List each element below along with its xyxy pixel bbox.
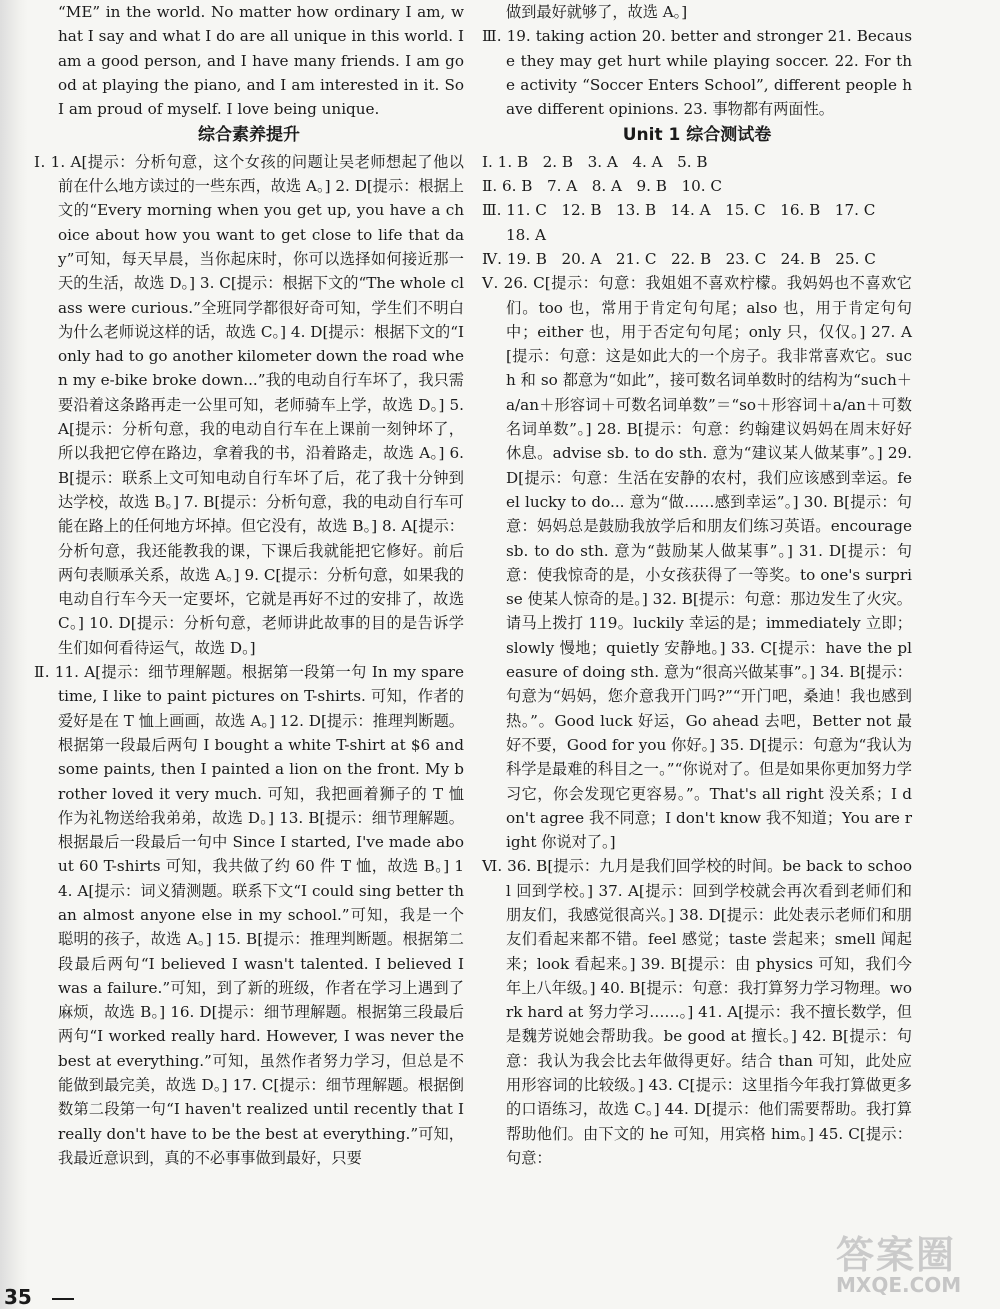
- watermark-logo: [836, 1224, 986, 1300]
- part-5-answers: Ⅴ. 26. C[提示：句意：我姐姐不喜欢柠檬。我妈妈也不喜欢它们。too 也，常用于肯定句句尾；also 也，用于肯定句句中；either 也，用于否定句句尾；only 只，仅仅。] 27. A[提示：句意：这是如此大的一个房子。我非常喜欢它。such 和 so 都意为“如此”，接可数名词单数时的结构为“such＋a/an＋形容词＋可数名词单数”＝“so＋形容词＋a/an＋可数名词单数”。] 28. B[提示：句意：约翰建议妈妈在周末好好休息。advise sb. to do sth. 意为“建议某人做某事”。] 29. D[提示：句意：生活在安静的农村，我们应该感到幸运。feel lucky to do... 意为“做……感到幸运”。] 30. B[提示：句意：妈妈总是鼓励我放学后和朋友们练习英语。encourage sb. to do sth. 意为“鼓励某人做某事”。] 31. D[提示：句意：使我惊奇的是，小女孩获得了一等奖。to one's surprise 使某人惊奇的是。] 32. B[提示：句意：那边发生了火灾。请马上拨打 119。luckily 幸运的是；immediately 立即；slowly 慢地；quietly 安静地。] 33. C[提示：have the pleasure of doing sth. 意为“很高兴做某事”。] 34. B[提示：句意为“妈妈，您介意我开门吗?”“开门吧，桑迪！我也感到热。”。Good luck 好运，Go ahead 去吧，Better not 最好不要，Good for you 你好。] 35. D[提示：句意为“我认为科学是最难的科目之一。”“你说对了。但是如果你更加努力学习它，你会发现它更容易。”。That's all right 没关系；I don't agree 我不同意；I don't know 我不知道；You are right 你说对了。]: [482, 274, 912, 852]
- unit-title: Unit 1 综合测试卷: [622, 125, 772, 146]
- intro-paragraph: “ME” in the world. No matter how ordinary I am, what I say and what I do are all unique in this world. I am a good person, and I have many friends. I am good at playing the piano, and I am interested in it. So I am proud of myself. I love being unique.: [58, 3, 464, 119]
- answer-row-1: Ⅰ. 1. B 2. B 3. A 4. A 5. B: [482, 152, 708, 171]
- part-3-answers: Ⅲ. 19. taking action 20. better and stronger 21. Because they may get hurt while playing soccer. 22. For the activity “Soccer Enters School”, different people have different opinions. 23. 事物都有两面性。: [482, 27, 912, 119]
- answer-row-4: Ⅳ. 19. B 20. A 21. C 22. B 23. C 24. B 25. C: [482, 249, 876, 268]
- part-2-answers: Ⅱ. 11. A[提示：细节理解题。根据第一段第一句 In my spare time, I like to paint pictures on T-shirts. 可知，作者的爱好是在 T 恤上画画，故选 A。] 12. D[提示：推理判断题。根据第一段最后两句 I bought a white T-shirt at $6 and some paints, then I painted a lion on the front. My brother loved it very much. 可知，我把画着狮子的 T 恤作为礼物送给我弟弟，故选 D。] 13. B[提示：细节理解题。根据最后一段最后一句中 Since I started, I've made about 60 T-shirts 可知，我共做了约 60 件 T 恤，故选 B。] 14. A[提示：词义猜测题。联系下文“I could sing better than almost anyone else in my school.”可知，我是一个聪明的孩子，故选 A。] 15. B[提示：推理判断题。根据第二段最后两句“I believed I wasn't talented. I believed I was a failure.”可知，到了新的班级，作者在学习上遇到了麻烦，故选 B。] 16. D[提示：细节理解题。根据第三段最后两句“I worked really hard. However, I was never the best at everything.”可知，虽然作者努力学习，但总是不能做到最完美，故选 D。] 17. C[提示：细节理解题。根据倒数第二段第一句“I haven't realized until recently that I really don't have to be the best at everything.”可知，我最近意识到，真的不必事事做到最好，只要: [34, 663, 464, 1167]
- page-binding-edge: [0, 0, 28, 1309]
- part-1-answers: Ⅰ. 1. A[提示：分析句意，这个女孩的问题让吴老师想起了他以前在什么地方读过的一些东西，故选 A。] 2. D[提示：根据上文的“Every morning when you get up, you have a choice about how you want to get close to life that day”可知，每天早晨，当你起床时，你可以选择如何接近那一天的生活，故选 D。] 3. C[提示：根据下文的“The whole class were curious.”全班同学都很好奇可知，学生们不明白为什么老师说这样的话，故选 C。] 4. D[提示：根据下文的“I only had to go another kilometer down the road when my e-bike broke down...”我的电动自行车坏了，我只需要沿着这条路再走一公里可知，老师骑车上学，故选 D。] 5. A[提示：分析句意，我的电动自行车在上课前一刻钟坏了，所以我把它停在路边，拿着我的书，沿着路走，故选 A。] 6. B[提示：联系上文可知电动自行车坏了后，花了我十分钟到达学校，故选 B。] 7. B[提示：分析句意，我的电动自行车可能在路上的任何地方坏掉。但它没有，故选 B。] 8. A[提示：分析句意，我还能教我的课，下课后我就能把它修好。前后两句表顺承关系，故选 A。] 9. C[提示：分析句意，如果我的电动自行车今天一定要坏，它就是再好不过的安排了，故选 C。] 10. D[提示：分析句意，老师讲此故事的目的是告诉学生们如何看待运气，故选 D。]: [34, 152, 464, 657]
- answer-row-3: Ⅲ. 11. C 12. B 13. B 14. A 15. C 16. B 17. C: [482, 201, 876, 220]
- page-number-dash: [52, 1298, 74, 1300]
- carry-over-text: 做到最好就够了，故选 A。]: [506, 3, 688, 21]
- watermark-top-text: 答案圈: [836, 1233, 957, 1277]
- answer-row-3b: 18. A: [506, 225, 546, 244]
- right-column: [482, 0, 912, 1170]
- section-title: 综合素养提升: [198, 125, 300, 146]
- watermark-bottom-text: MXQE.COM: [836, 1273, 962, 1297]
- left-column: [34, 0, 464, 1170]
- page-number: 35: [4, 1285, 32, 1309]
- answer-row-2: Ⅱ. 6. B 7. A 8. A 9. B 10. C: [482, 177, 723, 196]
- part-6-answers: Ⅵ. 36. B[提示：九月是我们回学校的时间。be back to school 回到学校。] 37. A[提示：回到学校就会再次看到老师们和朋友们，我感觉很高兴。] 38. D[提示：此处表示老师们和朋友们看起来都不错。feel 感觉；taste 尝起来；smell 闻起来；look 看起来。] 39. B[提示：由 physics 可知，我们今年上八年级。] 40. B[提示：句意：我打算努力学习物理。work hard at 努力学习……。] 41. A[提示：我不擅长数学，但是魏芳说她会帮助我。be good at 擅长。] 42. B[提示：句意：我认为我会比去年做得更好。结合 than 可知，此处应用形容词的比较级。] 43. C[提示：这里指今年我打算做更多的口语练习，故选 C。] 44. D[提示：他们需要帮助。我打算帮助他们。由下文的 he 可知，用宾格 him。] 45. C[提示：句意：: [482, 857, 912, 1167]
